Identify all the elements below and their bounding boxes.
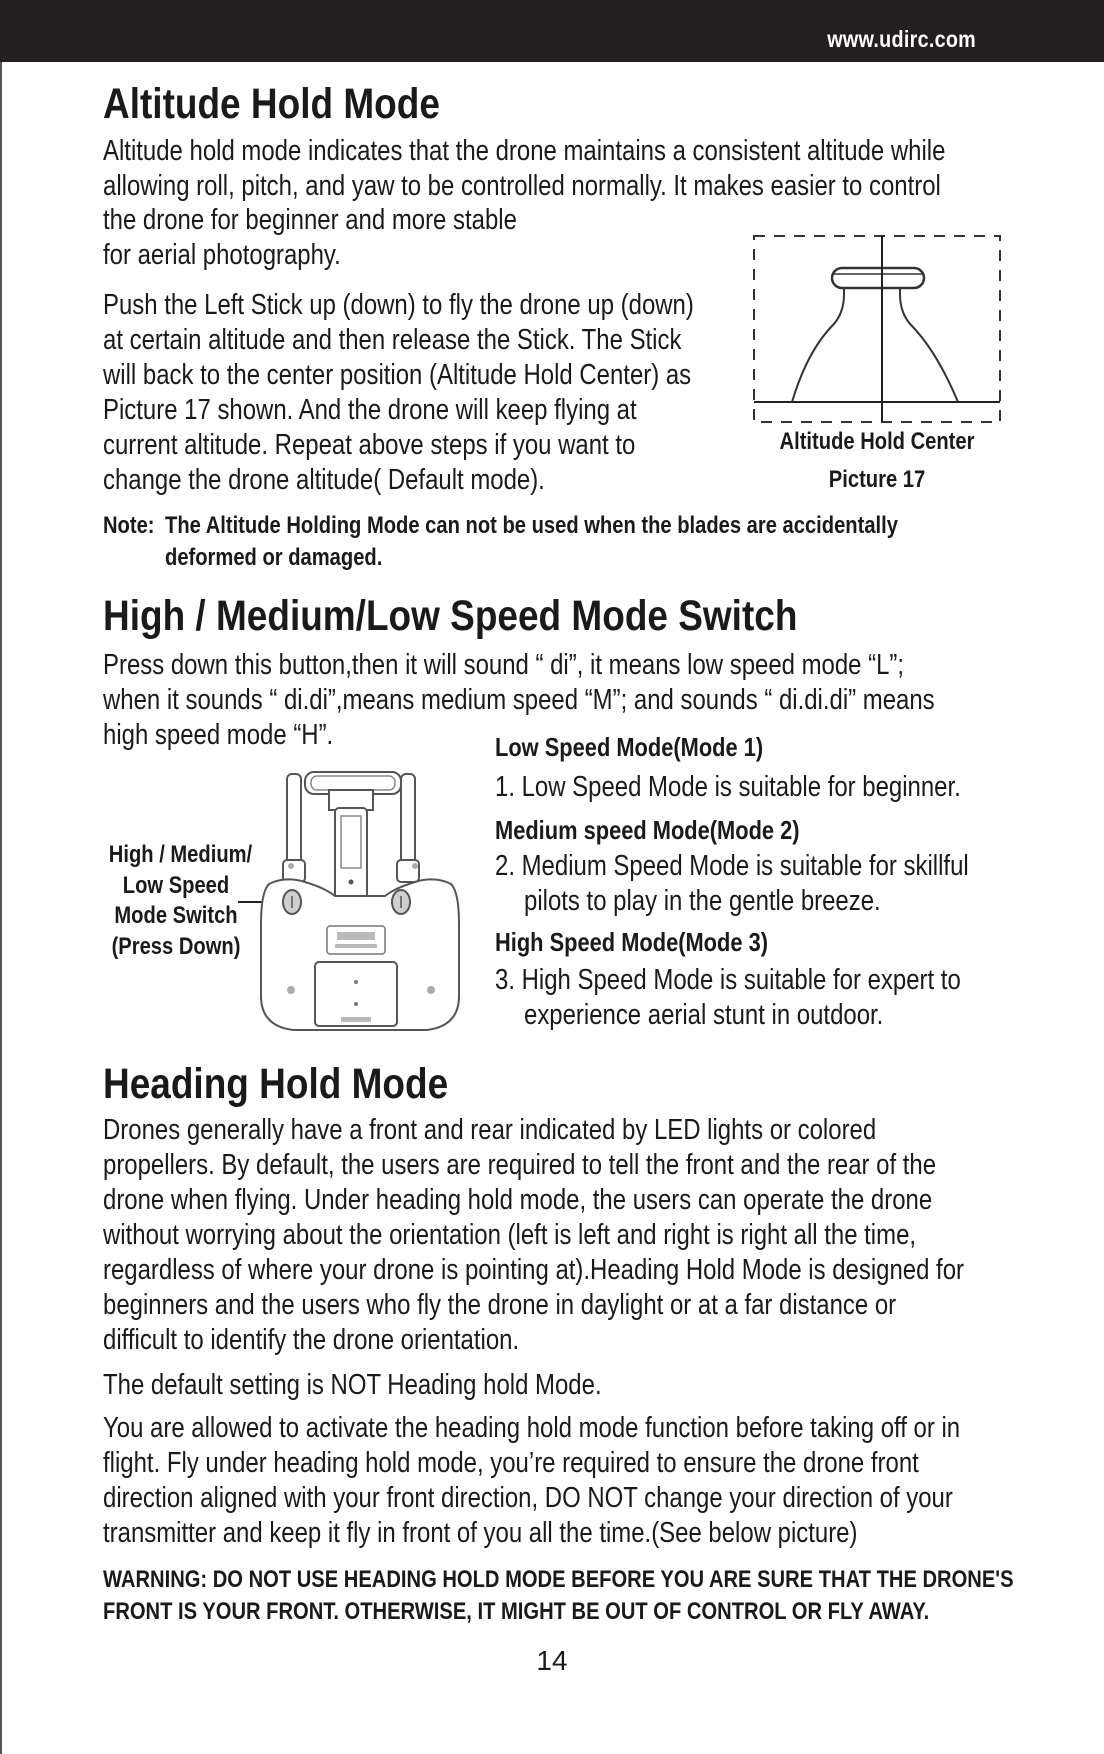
figure-caption: Altitude Hold Center [779,428,975,455]
altitude-para2-line: at certain altitude and then release the Stick. The Stick [103,324,682,356]
altitude-para1-line: allowing roll, pitch, and yaw to be controlled normally. It makes easier to control [103,170,941,202]
figure-label: Picture 17 [828,466,926,493]
altitude-para2-line: will back to the center position (Altitude Hold Center) as [103,359,692,391]
speed-title: High / Medium/Low Speed Mode Switch [103,592,798,640]
heading-para3-line: flight. Fly under heading hold mode, you’re required to ensure the drone front [103,1447,919,1479]
heading-para1-line: regardless of where your drone is pointing at).Heading Hold Mode is designed for [103,1254,964,1286]
switch-label [96,840,256,962]
switch-label-line: Low Speed [122,871,230,899]
speed-intro-line: when it sounds “ di.di”,means medium speed “M”; and sounds “ di.di.di” means [103,684,935,716]
switch-label-line: High / Medium/ [108,841,253,868]
heading-title: Heading Hold Mode [103,1060,449,1108]
mode-line: 2. Medium Speed Mode is suitable for skillful [495,850,969,882]
altitude-para2-line: Picture 17 shown. And the drone will keep flying at [103,394,637,426]
mode-line: pilots to play in the gentle breeze. [524,885,881,917]
warning-line: FRONT IS YOUR FRONT. OTHERWISE, IT MIGHT BE OUT OF CONTROL OR FLY AWAY. [103,1598,930,1625]
speed-intro-line: high speed mode “H”. [103,719,334,751]
altitude-para2-line: Push the Left Stick up (down) to fly the drone up (down) [103,289,694,321]
heading-para3-line: transmitter and keep it fly in front of you all the time.(See below picture) [103,1517,858,1549]
heading-para1-line: drone when flying. Under heading hold mode, the users can operate the drone [103,1184,933,1216]
speed-intro-line: Press down this button,then it will sound “ di”, it means low speed mode “L”; [103,649,905,681]
heading-para1-line: difficult to identify the drone orientation. [103,1324,520,1356]
remote-controller-figure [255,764,465,1036]
mode-line: 3. High Speed Mode is suitable for expert to [495,964,961,996]
note-line: deformed or damaged. [165,544,383,571]
website-url: www.udirc.com [827,26,976,52]
altitude-para2-line: current altitude. Repeat above steps if you want to [103,429,636,461]
note-label: Note: [103,512,155,539]
altitude-title: Altitude Hold Mode [103,80,440,128]
altitude-para1-line: the drone for beginner and more stable [103,204,517,236]
mode-line: 1. Low Speed Mode is suitable for beginner. [495,771,961,803]
heading-para1-line: beginners and the users who fly the drone in daylight or at a far distance or [103,1289,897,1321]
mode-heading: Medium speed Mode(Mode 2) [495,815,800,845]
joystick-center-figure [752,234,1002,424]
page-number: 14 [536,1645,568,1676]
switch-label-line: Mode Switch [114,902,238,929]
heading-para1-line: without worrying about the orientation (left is left and right is right all the time, [103,1219,917,1251]
mode-heading: Low Speed Mode(Mode 1) [495,732,764,762]
mode-line: experience aerial stunt in outdoor. [524,999,884,1031]
heading-para3-line: You are allowed to activate the heading hold mode function before taking off or in [103,1412,961,1444]
heading-para1-line: Drones generally have a front and rear indicated by LED lights or colored [103,1114,877,1146]
heading-para3-line: direction aligned with your front direction, DO NOT change your direction of your [103,1482,953,1514]
altitude-para1-line: for aerial photography. [103,239,341,271]
note-line: The Altitude Holding Mode can not be used when the blades are accidentally [165,512,898,539]
warning-line: WARNING: DO NOT USE HEADING HOLD MODE BEFORE YOU ARE SURE THAT THE DRONE'S [103,1566,1014,1593]
switch-label-line: (Press Down) [111,932,241,960]
altitude-para2-line: change the drone altitude( Default mode). [103,464,545,496]
header-bar [0,0,1104,62]
page-edge [0,62,2,1754]
heading-para1-line: propellers. By default, the users are required to tell the front and the rear of the [103,1149,937,1181]
heading-para2: The default setting is NOT Heading hold Mode. [103,1369,602,1401]
mode-heading: High Speed Mode(Mode 3) [495,927,768,957]
altitude-para1-line: Altitude hold mode indicates that the drone maintains a consistent altitude while [103,135,946,167]
